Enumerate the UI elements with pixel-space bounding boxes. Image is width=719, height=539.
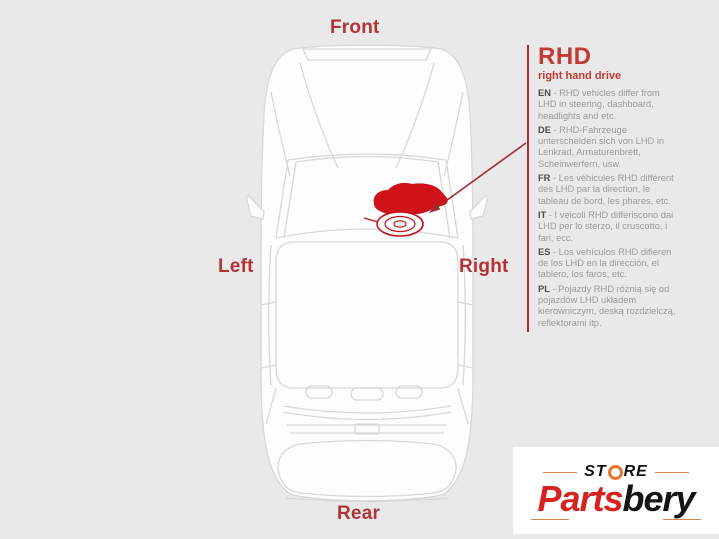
logo-store-re: RE bbox=[623, 463, 648, 480]
logo-brand-text bbox=[537, 478, 695, 519]
partsbery-logo bbox=[513, 447, 719, 534]
logo-rule-left bbox=[543, 472, 577, 473]
logo-underline-right bbox=[663, 519, 701, 520]
logo-store-st: ST bbox=[584, 463, 607, 480]
panel-entries bbox=[538, 88, 678, 329]
panel-entry-de: DE - RHD-Fahrzeuge unterscheiden sich von LHD in Lenkrad, Armaturenbrett, Scheinwerfern, usw. bbox=[538, 124, 665, 169]
panel-entry-es: ES - Los vehículos RHD difieren de los LHD en la dirección, el tablero, los faros, etc. bbox=[538, 246, 672, 280]
logo-brand-bery: bery bbox=[622, 478, 695, 519]
panel-title: RHD bbox=[538, 43, 592, 70]
logo-underline-row bbox=[531, 519, 701, 520]
label-right: Right bbox=[459, 256, 509, 277]
label-rear: Rear bbox=[337, 503, 381, 524]
rhd-panel bbox=[527, 45, 684, 332]
logo-rule-right bbox=[655, 472, 689, 473]
car-body bbox=[247, 45, 487, 501]
panel-entry-fr: FR - Les véhicules RHD diffèrent des LHD par la direction, le tableau de bord, les phares, etc. bbox=[538, 173, 674, 206]
panel-entry-it: IT - I veicoli RHD differiscono dai LHD per lo sterzo, il cruscotto, i fari, ecc. bbox=[538, 209, 674, 243]
logo-underline-left bbox=[531, 519, 569, 520]
logo-brand-parts: Parts bbox=[537, 478, 623, 519]
panel-entry-en: EN - RHD vehicles differ from LHD in steering, dashboard, headlights and etc. bbox=[538, 88, 660, 121]
panel-subtitle: right hand drive bbox=[538, 70, 622, 82]
label-left: Left bbox=[218, 256, 254, 277]
panel-entry-pl: PL - Pojazdy RHD różnią się od pojazdów LHD układem kierowniczym, deską rozdzielczą, reflektorami itp. bbox=[538, 283, 676, 328]
label-front: Front bbox=[330, 17, 380, 38]
